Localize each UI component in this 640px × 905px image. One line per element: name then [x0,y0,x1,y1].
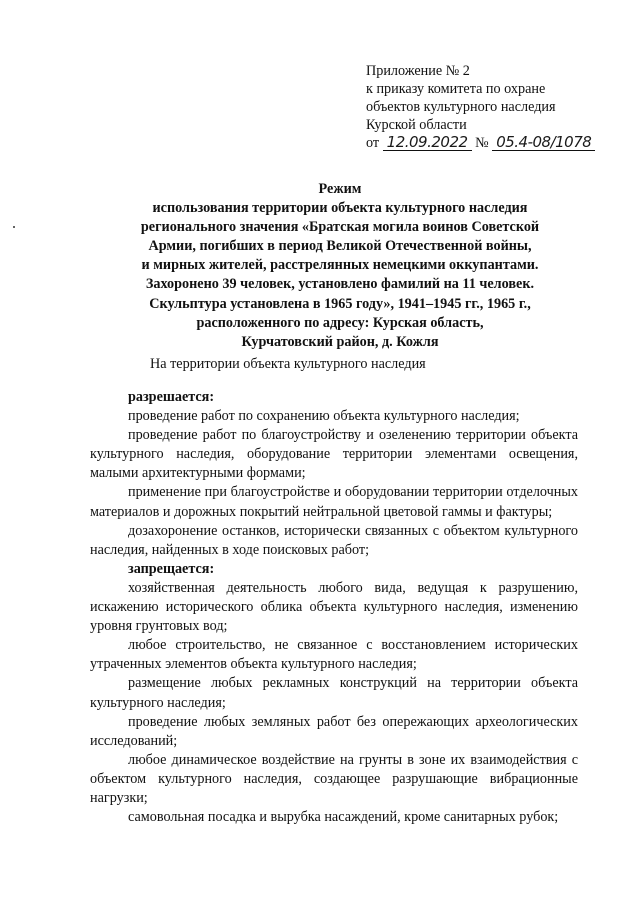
allowed-heading: разрешается: [128,389,215,405]
title-line: регионального значения «Братская могила воинов Советской [140,219,540,236]
forbidden-item: размещение любых рекламных конструкций на территории объекта культурного наследия; [90,675,578,711]
forbidden-heading: запрещается: [128,560,215,577]
title-line: расположенного по адресу: Курская область, [196,314,484,331]
date-prefix: от [366,135,380,151]
handwritten-date: 12.09.2022 [383,134,472,151]
allowed-item: проведение работ по благоустройству и озеленению территории объекта культурного наследия, оборудование территории элементами освещения, малыми архитектурными формами; [90,427,578,482]
forbidden-item: хозяйственная деятельность любого вида, ведущая к разрушению, искажению исторического облика объекта культурного наследия, изменению уровня грунтовых вод; [90,579,578,635]
title-line: и мирных жителей, расстрелянных немецкими оккупантами. [141,257,539,274]
appendix-region-line: Курской области [366,117,467,133]
document-title [90,180,590,352]
allowed-item: применение при благоустройстве и оборудовании территории отделочных материалов и дорожных покрытий нейтральной цветовой гаммы и фактуры; [90,484,578,520]
forbidden-item: любое динамическое воздействие на грунты в зоне их взаимодействия с объектом культурного наследия, создающее разрушающие вибрационные нагрузки; [90,751,578,806]
allowed-item: проведение работ по сохранению объекта культурного наследия; [128,408,520,425]
title-line: Армии, погибших в период Великой Отечественной войны, [148,238,532,255]
appendix-committee-line: объектов культурного наследия [366,99,556,115]
handwritten-order-number: 05.4-08/1078 [492,134,595,151]
intro-paragraph: На территории объекта культурного наследия [150,356,426,372]
rules-body [90,388,578,827]
title-line: Скульптура установлена в 1965 году», 1941–1945 гг., 1965 г., [149,295,531,312]
title-line: использования территории объекта культурного наследия [152,200,528,217]
scan-speck [13,226,15,228]
forbidden-item: проведение любых земляных работ без опережающих археологических исследований; [90,713,578,749]
appendix-date-line [366,134,616,152]
appendix-number: Приложение № 2 [366,63,470,79]
title-line: Режим [318,181,362,197]
number-prefix: № [475,135,489,151]
appendix-header [366,62,616,152]
appendix-order-line: к приказу комитета по охране [366,81,546,97]
allowed-item: дозахоронение останков, исторически связанных с объектом культурного наследия, найденных в ходе поисковых работ; [90,522,578,558]
forbidden-item: самовольная посадка и вырубка насаждений, кроме санитарных рубок; [128,809,559,826]
forbidden-item: любое строительство, не связанное с восстановлением исторических утраченных элементов объекта культурного наследия; [90,637,578,673]
title-line: Захоронено 39 человек, установлено фамилий на 11 человек. [145,276,535,293]
title-line: Курчатовский район, д. Кожля [241,333,439,350]
